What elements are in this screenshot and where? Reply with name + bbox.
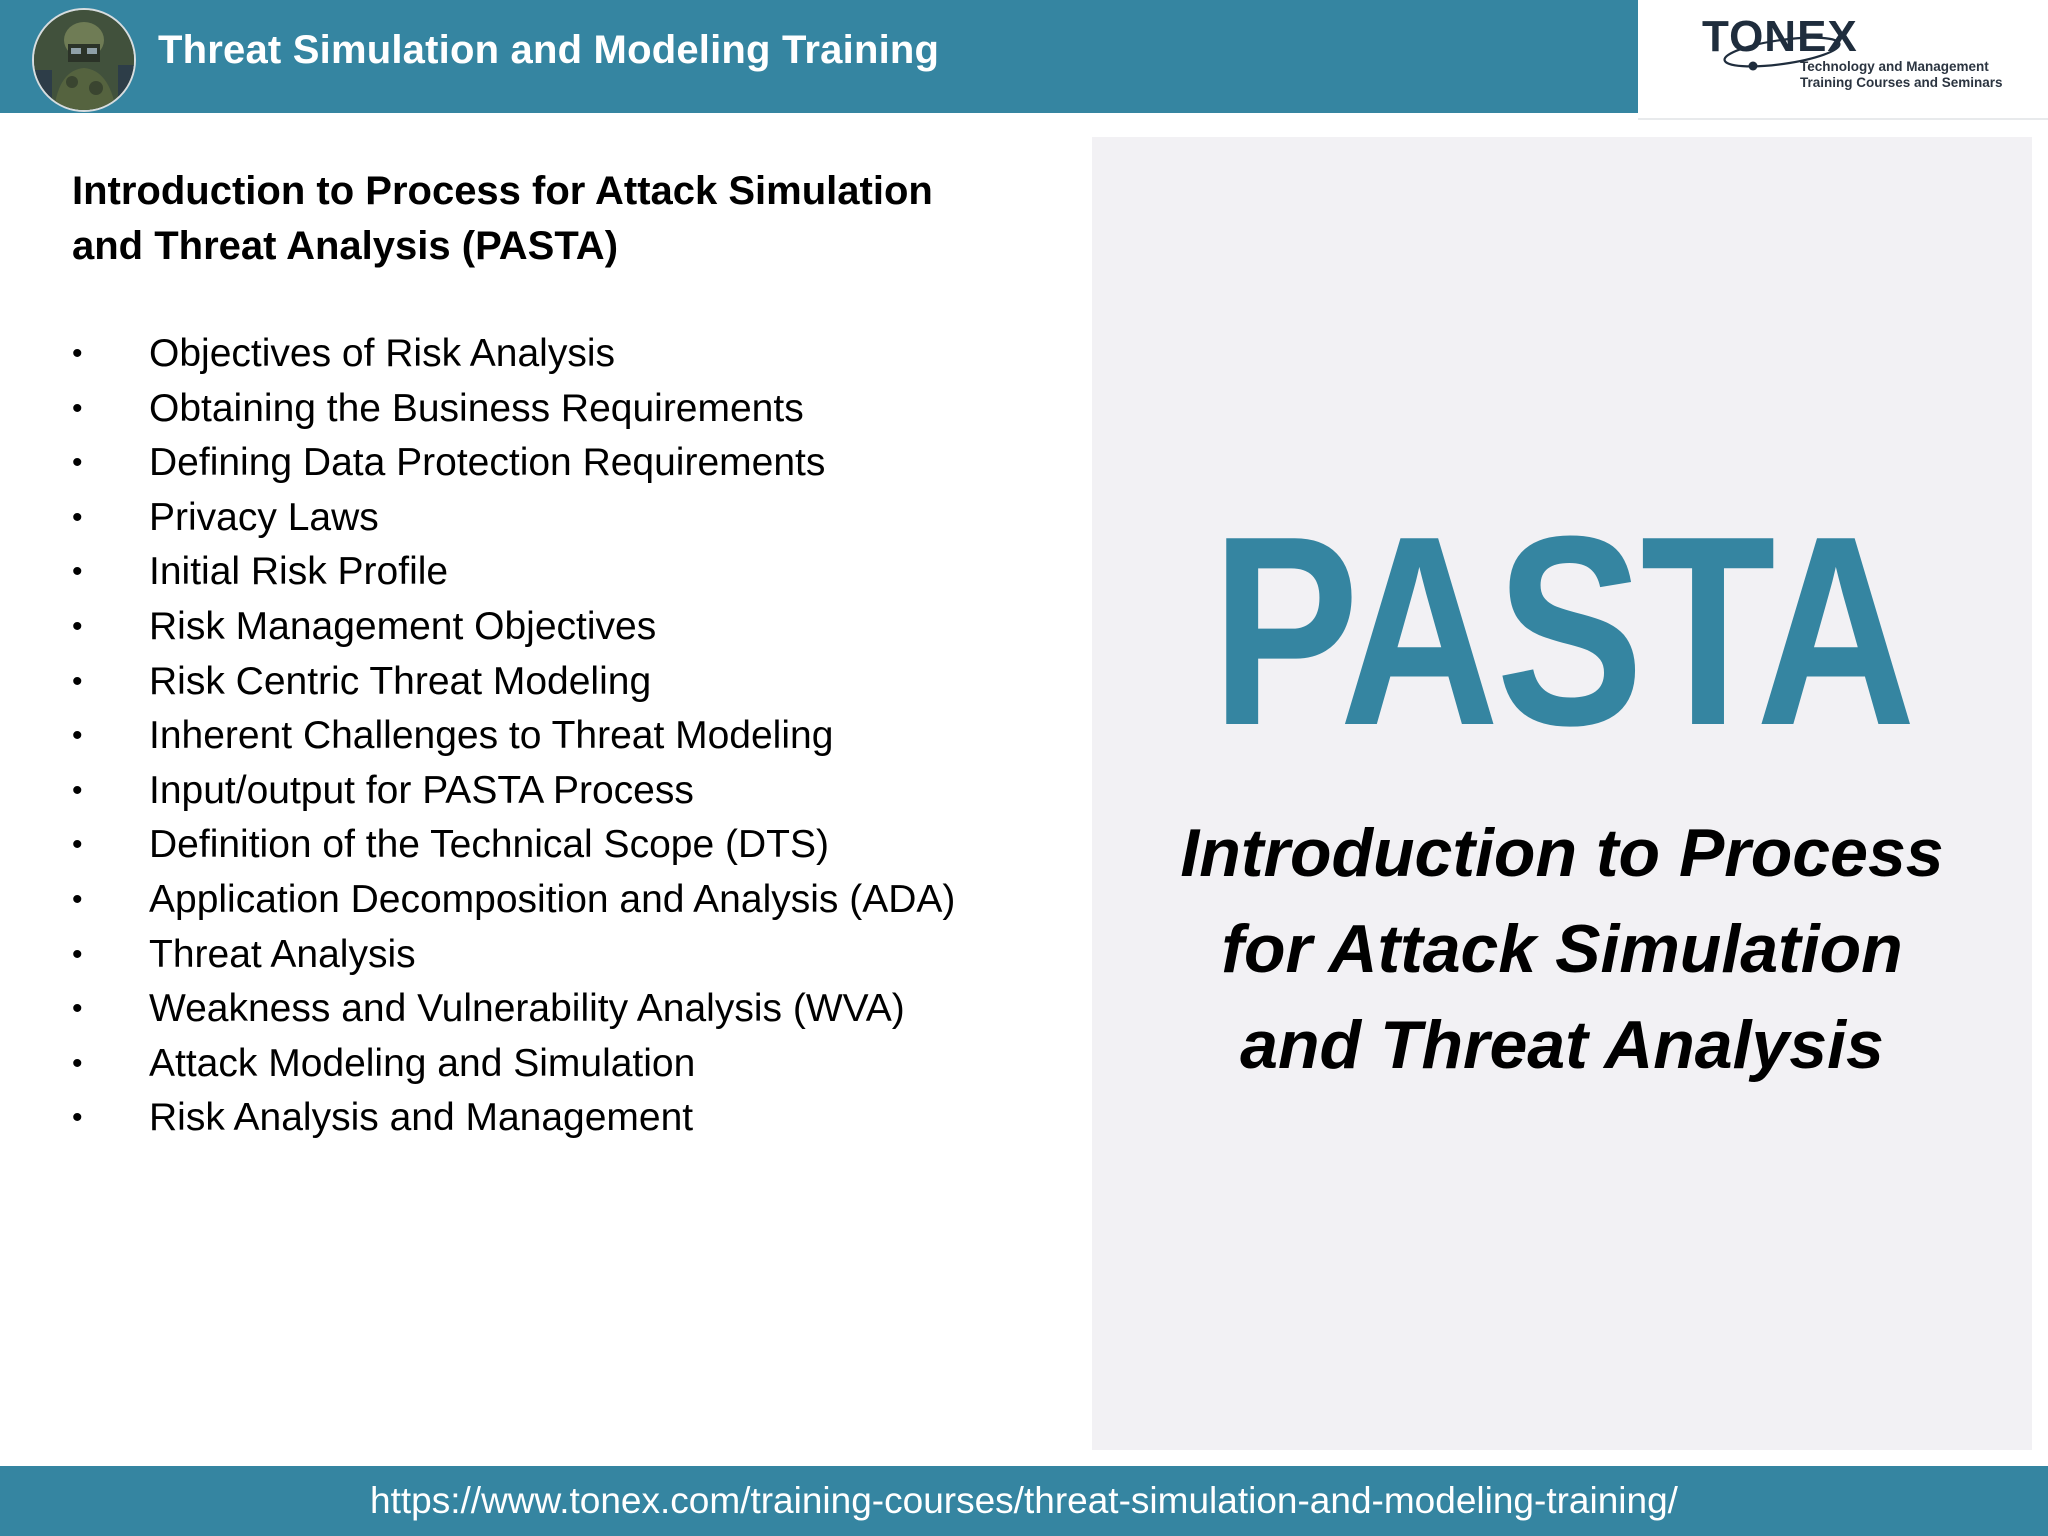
footer-url-link[interactable]: https://www.tonex.com/training-courses/threat-simulation-and-modeling-training/ <box>370 1480 1678 1521</box>
section-heading-line-2: and Threat Analysis (PASTA) <box>72 224 619 268</box>
bullet-icon: • <box>72 500 83 534</box>
pasta-subtitle-line-3: and Threat Analysis <box>1240 1007 1884 1083</box>
bullet-icon: • <box>72 337 83 370</box>
list-item <box>72 655 955 710</box>
pasta-title: PASTA <box>1211 481 1913 782</box>
tonex-logo <box>1638 0 2048 120</box>
list-item <box>72 600 955 655</box>
list-item <box>72 818 955 873</box>
footer-bar <box>0 1466 2048 1536</box>
bullet-icon: • <box>72 609 83 643</box>
list-item-text: Privacy Laws <box>149 495 379 539</box>
list-item-text: Threat Analysis <box>149 932 416 976</box>
list-item <box>72 764 955 819</box>
list-item <box>72 327 955 382</box>
bullet-icon: • <box>72 1101 83 1135</box>
list-item-text: Obtaining the Business Requirements <box>149 386 804 430</box>
topic-list <box>72 327 955 1146</box>
logo-tagline-1: Technology and Management <box>1800 59 1989 74</box>
list-item-text: Risk Management Objectives <box>149 604 657 648</box>
list-item-text: Definition of the Technical Scope (DTS) <box>149 823 829 867</box>
list-item <box>72 545 955 600</box>
pasta-panel <box>1092 137 2032 1450</box>
list-item-text: Attack Modeling and Simulation <box>149 1041 696 1085</box>
bullet-icon: • <box>72 828 83 862</box>
bullet-icon: • <box>72 555 83 589</box>
list-item <box>72 491 955 546</box>
pasta-subtitle <box>1092 805 2032 1093</box>
list-item-text: Input/output for PASTA Process <box>149 768 694 812</box>
list-item-text: Objectives of Risk Analysis <box>149 332 616 375</box>
logo-wordmark: TONEX <box>1702 12 1858 61</box>
list-item-text: Application Decomposition and Analysis (ADA) <box>149 877 956 921</box>
list-item <box>72 1091 955 1146</box>
header-bar <box>0 0 1638 113</box>
list-item <box>72 709 955 764</box>
pasta-subtitle-line-2: for Attack Simulation <box>1221 911 1903 987</box>
bullet-icon: • <box>72 937 83 971</box>
bullet-icon: • <box>72 391 83 425</box>
list-item-text: Risk Analysis and Management <box>149 1096 694 1140</box>
list-item <box>72 873 955 928</box>
bullet-icon: • <box>72 719 83 753</box>
bullet-icon: • <box>72 773 83 807</box>
bullet-icon: • <box>72 882 83 916</box>
list-item <box>72 982 955 1037</box>
bullet-icon: • <box>72 446 83 480</box>
list-item-text: Risk Centric Threat Modeling <box>149 659 652 703</box>
bullet-icon: • <box>72 992 83 1026</box>
list-item <box>72 928 955 983</box>
list-item-text: Weakness and Vulnerability Analysis (WVA) <box>149 987 905 1031</box>
logo-tagline-2: Training Courses and Seminars <box>1800 75 2003 90</box>
list-item <box>72 436 955 491</box>
section-heading-line-1: Introduction to Process for Attack Simulation <box>72 169 933 213</box>
list-item-text: Initial Risk Profile <box>149 550 449 594</box>
list-item-text: Defining Data Protection Requirements <box>149 441 826 485</box>
soldier-photo-icon <box>34 10 134 110</box>
pasta-subtitle-line-1: Introduction to Process <box>1180 815 1944 891</box>
header-avatar-image <box>32 8 136 112</box>
section-heading <box>72 164 1032 274</box>
bullet-icon: • <box>72 1046 83 1080</box>
list-item <box>72 382 955 437</box>
list-item <box>72 1037 955 1092</box>
bullet-icon: • <box>72 664 83 698</box>
list-item-text: Inherent Challenges to Threat Modeling <box>149 714 834 758</box>
header-title: Threat Simulation and Modeling Training <box>158 28 940 72</box>
